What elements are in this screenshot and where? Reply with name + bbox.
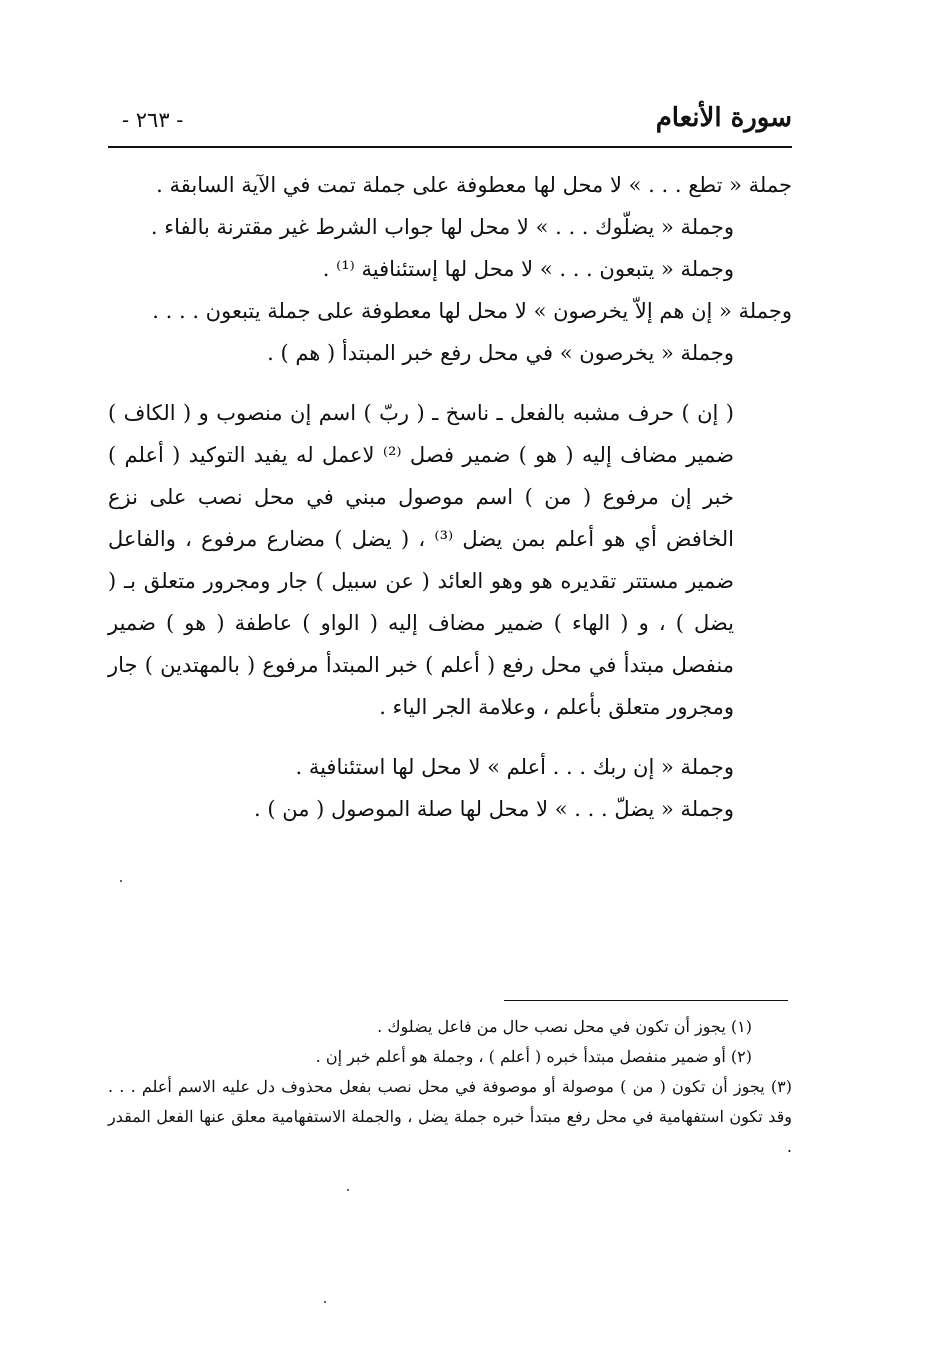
paragraph-tat: جملة « تطع . . . » لا محل لها معطوفة على جملة تمت في الآية السابقة . [156, 173, 792, 197]
paragraph-irab-analysis: ( إن ) حرف مشبه بالفعل ـ ناسخ ـ ( ربّ ) اسم إن منصوب و ( الكاف ) ضمير مضاف إليه ( هو ) ضمير فصل ⁽²⁾ لاعمل له يفيد التوكيد ( أعلم ) خبر إن مرفوع ( من ) اسم موصول مبني في محل نصب على نزع الخافض أي هو أعلم بمن يضل ⁽³⁾ ، ( يضل ) مضارع مرفوع ، والفاعل ضمير مستتر تقديره هو وهو العائد ( عن سبيل ) جار ومجرور متعلق بـ ( يضل ) ، و ( الهاء ) ضمير مضاف إليه ( الواو ) عاطفة ( هو ) ضمير منفصل مبتدأ في محل رفع ( أعلم ) خبر المبتدأ مرفوع ( بالمهتدين ) جار ومجرور متعلق بأعلم ، وعلامة الجر الياء . [108, 401, 734, 719]
paragraph-yattabiun: وجملة « يتبعون . . . » لا محل لها إستئنافية ⁽¹⁾ . [322, 257, 734, 281]
paragraph-inna-rabbaka: وجملة « إن ربك . . . أعلم » لا محل لها استئنافية . [295, 755, 734, 779]
paragraph-in-hum: وجملة « إن هم إلاّ يخرصون » لا محل لها معطوفة على جملة يتبعون . . . . [152, 299, 792, 323]
surah-title: سورة الأنعام [655, 103, 792, 133]
footnote-3: (٣) يجوز أن تكون ( من ) موصولة أو موصوفة في محل نصب بفعل محذوف دل عليه الاسم أعلم . . . وقد تكون استفهامية في محل رفع مبتدأ خبره جملة يضل ، والجملة الاستفهامية معلق عنها الفعل المقدر . [108, 1077, 792, 1156]
page-header [108, 94, 792, 144]
paragraph-yadillu: وجملة « يضلّ . . . » لا محل لها صلة الموصول ( من ) . [254, 797, 734, 821]
scan-speck [347, 1189, 349, 1191]
footnote-1: (١) يجوز أن تكون في محل نصب حال من فاعل يضلوك . [377, 1017, 752, 1036]
page-number: - ٢٦٣ - [122, 108, 184, 132]
scan-speck [120, 880, 122, 882]
scan-speck [324, 1301, 326, 1303]
paragraph-yakhrusun: وجملة « يخرصون » في محل رفع خبر المبتدأ ( هم ) . [267, 341, 734, 365]
paragraph-yudilluk: وجملة « يضلّوك . . . » لا محل لها جواب الشرط غير مقترنة بالفاء . [150, 215, 734, 239]
footnote-rule [504, 1000, 788, 1001]
main-text [108, 164, 792, 830]
footnotes [108, 1012, 792, 1162]
footnote-2: (٢) أو ضمير منفصل مبتدأ خبره ( أعلم ) ، وجملة هو أعلم خبر إن . [315, 1047, 752, 1066]
header-rule [108, 146, 792, 148]
